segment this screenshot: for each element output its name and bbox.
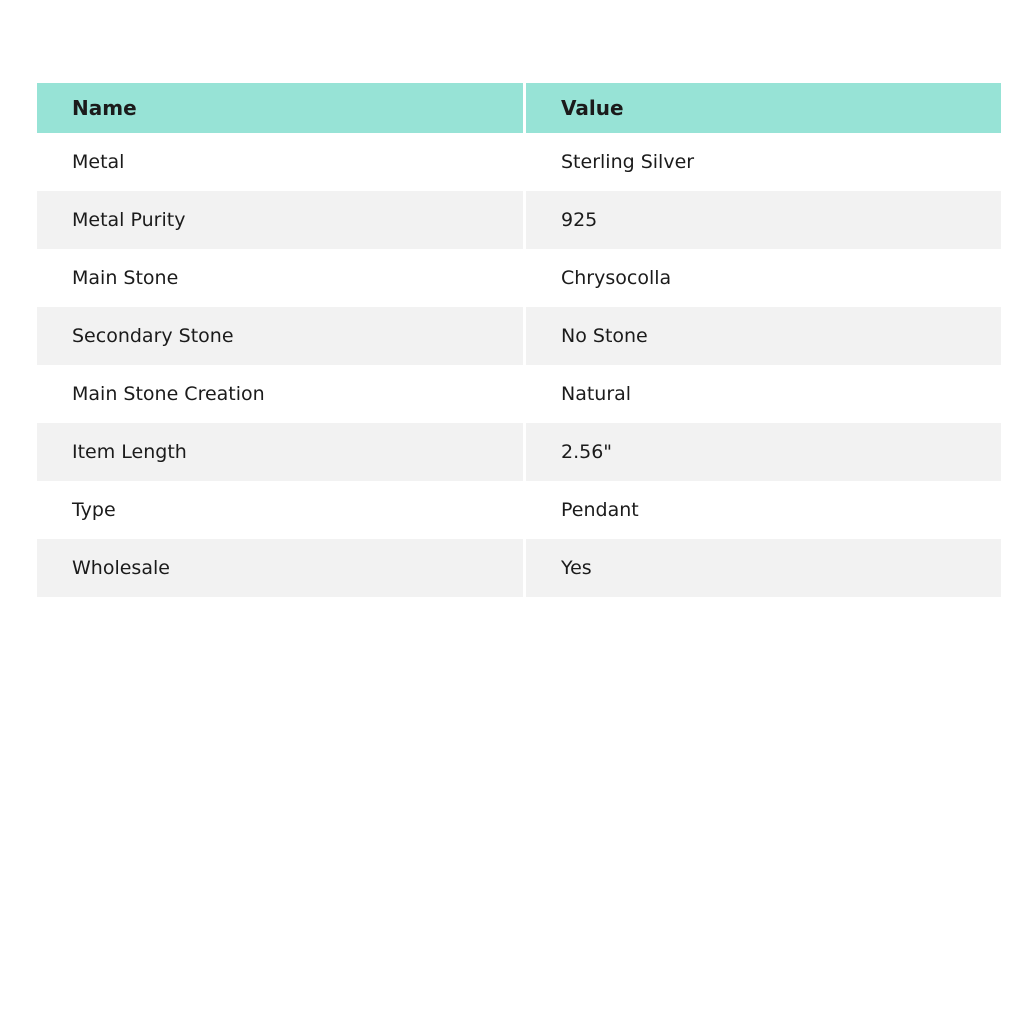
spec-name: Metal Purity — [37, 191, 523, 249]
table-row — [37, 539, 1001, 597]
spec-value: Chrysocolla — [526, 249, 1001, 307]
spec-value: Natural — [526, 365, 1001, 423]
table-row — [37, 481, 1001, 539]
table-row — [37, 249, 1001, 307]
spec-value: 925 — [526, 191, 1001, 249]
product-spec-table — [37, 83, 1001, 597]
spec-value: No Stone — [526, 307, 1001, 365]
spec-value: 2.56" — [526, 423, 1001, 481]
spec-name: Wholesale — [37, 539, 523, 597]
table-row — [37, 133, 1001, 191]
table-row — [37, 365, 1001, 423]
spec-name: Item Length — [37, 423, 523, 481]
spec-name: Secondary Stone — [37, 307, 523, 365]
table-row — [37, 191, 1001, 249]
spec-value: Yes — [526, 539, 1001, 597]
spec-value: Sterling Silver — [526, 133, 1001, 191]
table-row — [37, 423, 1001, 481]
table-row — [37, 307, 1001, 365]
column-header-name: Name — [37, 83, 523, 133]
spec-name: Type — [37, 481, 523, 539]
spec-name: Main Stone — [37, 249, 523, 307]
spec-value: Pendant — [526, 481, 1001, 539]
spec-name: Main Stone Creation — [37, 365, 523, 423]
column-header-value: Value — [526, 83, 1001, 133]
spec-name: Metal — [37, 133, 523, 191]
table-header-row — [37, 83, 1001, 133]
